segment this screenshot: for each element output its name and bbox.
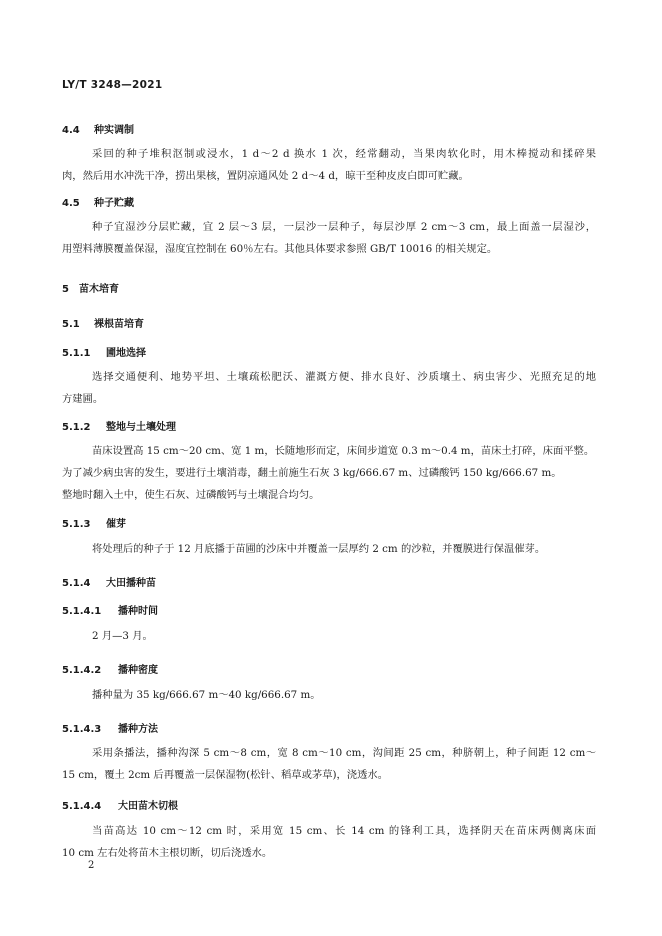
section-heading-5-1-4-3: 5.1.4.3 播种方法 [62,724,158,735]
standard-number: LY/T 3248—2021 [62,79,163,91]
paragraph-5-1-4-2: 播种量为 35 kg/666.67 m～40 kg/666.67 m。 [92,689,321,701]
section-heading-5-1-4-4: 5.1.4.4 大田苗木切根 [62,801,178,812]
paragraph-4-5: 种子宜湿沙分层贮藏，宜 2 层～3 层，一层沙一层种子，每层沙厚 2 cm～3 cm，最上面盖一层湿沙， 用塑料薄膜覆盖保湿，湿度宜控制在 60％左右。其他具体要求参照 GB/T 10016 的相关规定。 [62,221,596,255]
section-heading-5-1-4-2: 5.1.4.2 播种密度 [62,665,158,676]
section-heading-4-5: 4.5 种子贮藏 [62,198,134,209]
paragraph-5-1-4-4: 当苗高达 10 cm～12 cm 时，采用宽 15 cm、长 14 cm 的锋利工具，选择阴天在苗床两侧离床面 10 cm 左右处将苗木主根切断，切后浇透水。 [62,825,596,859]
section-heading-5-1-4-1: 5.1.4.1 播种时间 [62,606,158,617]
paragraph-5-1-4-3: 采用条播法，播种沟深 5 cm～8 cm，宽 8 cm～10 cm，沟间距 25 cm，种脐朝上，种子间距 12 cm～ 15 cm，覆土 2cm 后再覆盖一层保湿物(松针、稻草或茅草)，浇透水。 [62,747,596,781]
section-heading-5-1: 5.1 裸根苗培育 [62,319,144,330]
section-heading-5-1-3: 5.1.3 催芽 [62,519,126,530]
section-heading-5-1-4: 5.1.4 大田播种苗 [62,578,156,589]
section-heading-5-1-2: 5.1.2 整地与土壤处理 [62,422,176,433]
section-heading-5: 5 苗木培育 [62,284,119,295]
page-number: 2 [88,860,95,871]
paragraph-5-1-4-1: 2 月—3 月。 [92,630,153,642]
section-heading-5-1-1: 5.1.1 圃地选择 [62,348,146,359]
paragraph-4-4: 采回的种子堆积沤制或浸水，1 d～2 d 换水 1 次，经常翻动，当果肉软化时，用木棒搅动和揉碎果 肉，然后用水冲洗干净，捞出果核，置阴凉通风处 2 d～4 d，晾干至种皮皮白即可贮藏。 [62,148,596,182]
paragraph-5-1-1: 选择交通便利、地势平坦、土壤疏松肥沃、灌溉方便、排水良好、沙质壤土、病虫害少、光照充足的地 方建圃。 [62,371,596,405]
paragraph-5-1-2: 苗床设置高 15 cm～20 cm、宽 1 m，长随地形而定，床间步道宽 0.3 m～0.4 m，苗床土打碎，床面平整。 为了减少病虫害的发生，要进行土壤消毒，翻土前施生石灰 3 kg/666.67 m、过磷酸钙 150 kg/666.67 m。 整地时翻入土中，使生石灰、过磷酸钙与土壤混合均匀。 [62,445,595,501]
section-heading-4-4: 4.4 种实调制 [62,125,134,136]
paragraph-5-1-3: 将处理后的种子于 12 月底播于苗圃的沙床中并覆盖一层厚约 2 cm 的沙粒，并覆膜进行保温催芽。 [92,543,546,555]
